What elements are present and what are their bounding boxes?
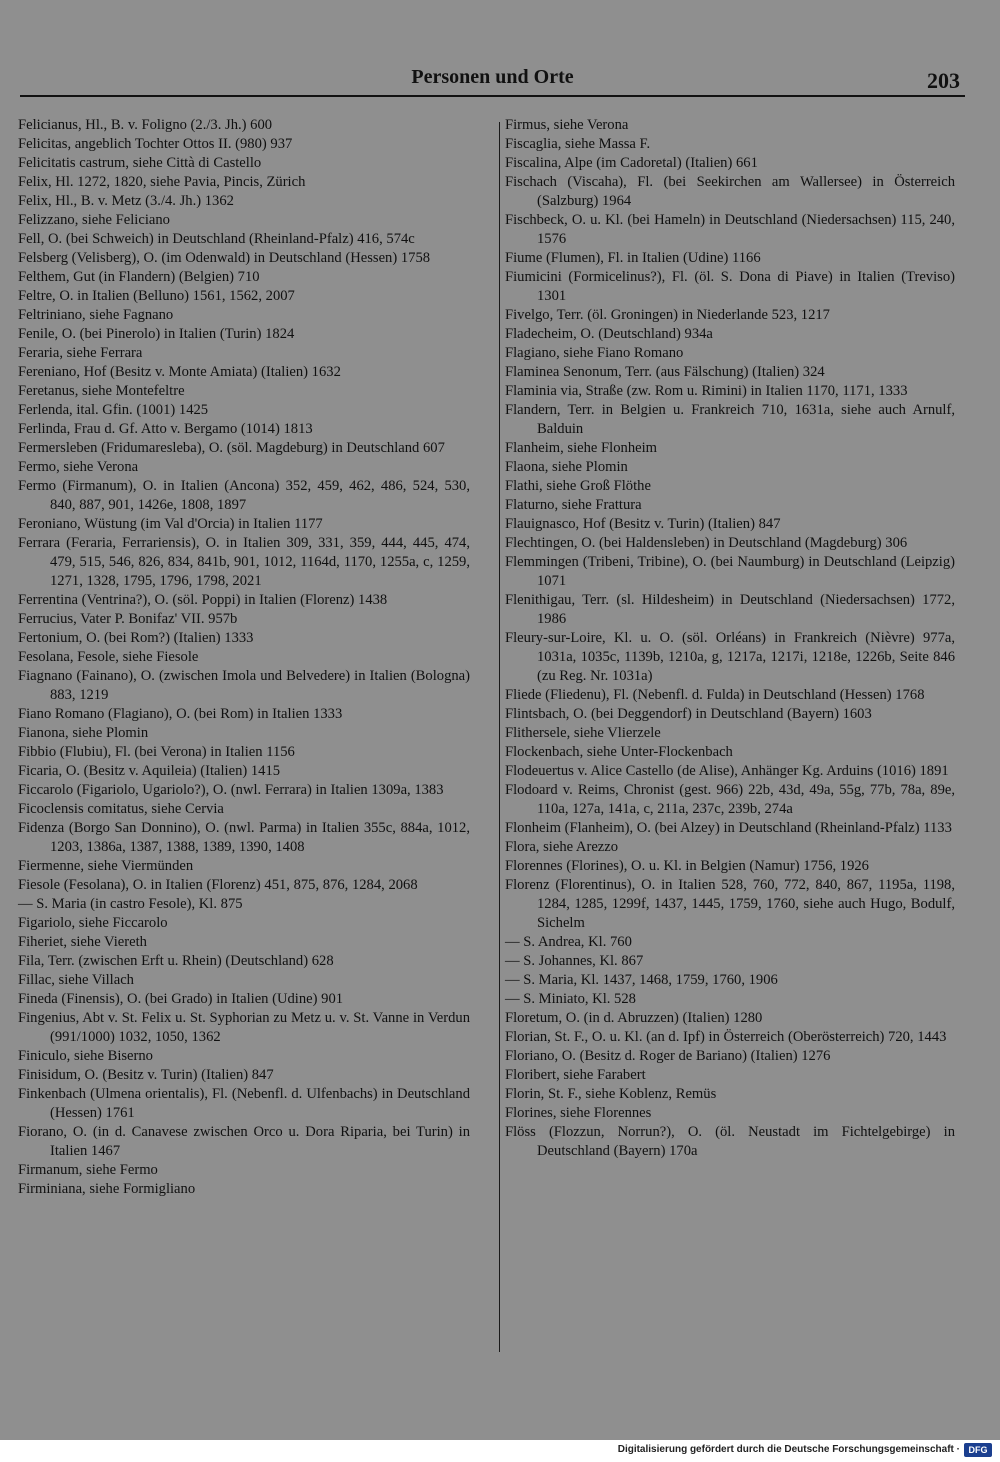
index-entry: Firmanum, siehe Fermo [18,1162,158,1178]
index-entry: Flaona, siehe Plomin [505,459,628,475]
index-entry: Felicianus, Hl., B. v. Foligno (2./3. Jh.) 600 [18,117,273,133]
running-header [20,58,965,98]
index-entry: Ferlenda, ital. Gfin. (1001) 1425 [18,402,209,418]
index-entry: Fertonium, O. (bei Rom?) (Italien) 1333 [18,630,254,646]
index-entry: — S. Maria (in castro Fesole), Kl. 875 [18,896,243,912]
index-entry: Figariolo, siehe Ficcarolo [18,915,168,931]
index-entry: Flöss (Flozzun, Norrun?), O. (öl. Neustadt im Fichtelgebirge) in Deutschland (Bayern) 170a [505,1124,955,1159]
index-entry: Flemmingen (Tribeni, Tribine), O. (bei Naumburg) in Deutschland (Leipzig) 1071 [505,554,955,589]
page-title: Personen und Orte [411,66,574,88]
index-entry: Flithersele, siehe Vlierzele [505,725,661,741]
index-entry: Feraria, siehe Ferrara [18,345,143,361]
index-entry: Florin, St. F., siehe Koblenz, Remüs [505,1086,717,1102]
index-entry: Ferlinda, Frau d. Gf. Atto v. Bergamo (1014) 1813 [18,421,313,437]
index-entry: Felicitatis castrum, siehe Città di Castello [18,155,262,171]
index-entry: Flodoard v. Reims, Chronist (gest. 966) 22b, 43d, 49a, 55g, 77b, 78a, 89e, 110a, 127a, 141a, c, 211a, 237c, 239b, 274a [505,782,955,817]
index-entry: Firmus, siehe Verona [505,117,629,133]
index-entry: Fibbio (Flubiu), Fl. (bei Verona) in Italien 1156 [18,744,295,760]
index-entry: Fell, O. (bei Schweich) in Deutschland (Rheinland-Pfalz) 416, 574c [18,231,415,247]
index-entry: — S. Miniato, Kl. 528 [505,991,636,1007]
index-entry: Flora, siehe Arezzo [505,839,619,855]
index-entry: Feroniano, Wüstung (im Val d'Orcia) in Italien 1177 [18,516,323,532]
dfg-logo: DFG [964,1443,992,1457]
index-entry: Felizzano, siehe Feliciano [18,212,170,228]
index-entry: Fischach (Viscaha), Fl. (bei Seekirchen am Wallersee) in Österreich (Salzburg) 1964 [505,174,955,209]
index-entry: Felix, Hl. 1272, 1820, siehe Pavia, Pincis, Zürich [18,174,306,190]
index-entry: Flaminea Senonum, Terr. (aus Fälschung) (Italien) 324 [505,364,825,380]
index-entry: Floribert, siehe Farabert [505,1067,646,1083]
index-entry: Flandern, Terr. in Belgien u. Frankreich 710, 1631a, siehe auch Arnulf, Balduin [505,402,955,437]
index-entry: Fliede (Fliedenu), Fl. (Nebenfl. d. Fulda) in Deutschland (Hessen) 1768 [505,687,925,703]
index-entry: Fidenza (Borgo San Donnino), O. (nwl. Parma) in Italien 355c, 884a, 1012, 1203, 1386a, 1387, 1388, 1389, 1390, 1408 [18,820,470,855]
index-entry: Fingenius, Abt v. St. Felix u. St. Syphorian zu Metz u. v. St. Vanne in Verdun (991/1000) 1032, 1050, 1362 [18,1010,470,1045]
index-entry: Fillac, siehe Villach [18,972,134,988]
index-entry: Fermo (Firmanum), O. in Italien (Ancona) 352, 459, 462, 486, 524, 530, 840, 887, 901, 1426e, 1808, 1897 [18,478,470,513]
index-entry: — S. Andrea, Kl. 760 [505,934,632,950]
index-entry: Florian, St. F., O. u. Kl. (an d. Ipf) in Österreich (Oberösterreich) 720, 1443 [505,1029,947,1045]
index-entry: Fivelgo, Terr. (öl. Groningen) in Niederlande 523, 1217 [505,307,830,323]
index-entry: Fereniano, Hof (Besitz v. Monte Amiata) (Italien) 1632 [18,364,341,380]
index-entry: Ficaria, O. (Besitz v. Aquileia) (Italien) 1415 [18,763,281,779]
index-entry: Fila, Terr. (zwischen Erft u. Rhein) (Deutschland) 628 [18,953,334,969]
index-entry: Ferrucius, Vater P. Bonifaz' VII. 957b [18,611,238,627]
page-number: 203 [927,68,960,93]
index-entry: Fiano Romano (Flagiano), O. (bei Rom) in Italien 1333 [18,706,343,722]
index-entry: Fiheriet, siehe Viereth [18,934,147,950]
index-entry: Fleury-sur-Loire, Kl. u. O. (söl. Orléans) in Frankreich (Nièvre) 977a, 1031a, 1035c, 1139b, 1210a, g, 1217a, 1217i, 1218e, 1226b, Seite 846 (zu Reg. Nr. 1031a) [505,630,955,684]
index-entry: Fiscalina, Alpe (im Cadoretal) (Italien) 661 [505,155,758,171]
index-entry: Felix, Hl., B. v. Metz (3./4. Jh.) 1362 [18,193,234,209]
index-entry: Fiagnano (Fainano), O. (zwischen Imola und Belvedere) in Italien (Bologna) 883, 1219 [18,668,470,703]
index-entry: Florenz (Florentinus), O. in Italien 528, 760, 772, 840, 867, 1195a, 1198, 1284, 1285, 1299f, 1437, 1445, 1759, 1760, siehe auch Hugo, Bodulf, Sichelm [505,877,955,931]
index-entry: Finkenbach (Ulmena orientalis), Fl. (Nebenfl. d. Ulfenbachs) in Deutschland (Hessen) 1761 [18,1086,470,1121]
index-entry: Fermo, siehe Verona [18,459,139,475]
index-entry: Flenithigau, Terr. (sl. Hildesheim) in Deutschland (Niedersachsen) 1772, 1986 [505,592,955,627]
index-entry: Finiculo, siehe Biserno [18,1048,153,1064]
index-entry: Ficoclensis comitatus, siehe Cervia [18,801,224,817]
index-entry: Fiscaglia, siehe Massa F. [505,136,651,152]
index-entry: Florennes (Florines), O. u. Kl. in Belgien (Namur) 1756, 1926 [505,858,869,874]
index-entry: Flathi, siehe Groß Flöthe [505,478,651,494]
index-entry: Flanheim, siehe Flonheim [505,440,658,456]
index-entry: Flodeuertus v. Alice Castello (de Alise), Anhänger Kg. Arduins (1016) 1891 [505,763,949,779]
index-entry: Fiermenne, siehe Viermünden [18,858,194,874]
index-entry: Flaturno, siehe Frattura [505,497,642,513]
index-entry: Ferrara (Feraria, Ferrariensis), O. in Italien 309, 331, 359, 444, 445, 474, 479, 515, 546, 826, 834, 841b, 901, 1012, 1164d, 1170, 1255a, c, 1259, 1271, 1328, 1795, 1796, 1798, 2021 [18,535,470,589]
index-entry: Firminiana, siehe Formigliano [18,1181,196,1197]
index-entry: Fineda (Finensis), O. (bei Grado) in Italien (Udine) 901 [18,991,344,1007]
index-entry: Flagiano, siehe Fiano Romano [505,345,684,361]
index-entry: Feltre, O. in Italien (Belluno) 1561, 1562, 2007 [18,288,295,304]
index-entry: Flintsbach, O. (bei Deggendorf) in Deutschland (Bayern) 1603 [505,706,872,722]
index-entry: Flonheim (Flanheim), O. (bei Alzey) in Deutschland (Rheinland-Pfalz) 1133 [505,820,952,836]
index-entry: Fiesole (Fesolana), O. in Italien (Florenz) 451, 875, 876, 1284, 2068 [18,877,418,893]
index-entry: Flauignasco, Hof (Besitz v. Turin) (Italien) 847 [505,516,781,532]
index-entry: Fischbeck, O. u. Kl. (bei Hameln) in Deutschland (Niedersachsen) 115, 240, 1576 [505,212,955,247]
index-entry: Flockenbach, siehe Unter-Flockenbach [505,744,733,760]
index-entry: Ferrentina (Ventrina?), O. (söl. Poppi) in Italien (Florenz) 1438 [18,592,388,608]
funding-credit: Digitalisierung gefördert durch die Deutsche Forschungsgemeinschaft · [617,1444,960,1455]
column-divider [499,122,500,1352]
index-entry: Felsberg (Velisberg), O. (im Odenwald) in Deutschland (Hessen) 1758 [18,250,431,266]
index-entry: Fiorano, O. (in d. Canavese zwischen Orco u. Dora Riparia, bei Turin) in Italien 1467 [18,1124,470,1159]
index-entry: Fiumicini (Formicelinus?), Fl. (öl. S. Dona di Piave) in Italien (Treviso) 1301 [505,269,955,304]
index-column-left [18,116,470,1199]
index-entry: Fermersleben (Fridumaresleba), O. (söl. Magdeburg) in Deutschland 607 [18,440,445,456]
footer-bar [0,1440,1000,1462]
index-entry: Flechtingen, O. (bei Haldensleben) in Deutschland (Magdeburg) 306 [505,535,908,551]
index-entry: — S. Maria, Kl. 1437, 1468, 1759, 1760, 1906 [505,972,778,988]
index-entry: Fiume (Flumen), Fl. in Italien (Udine) 1166 [505,250,761,266]
index-entry: Feltriniano, siehe Fagnano [18,307,174,323]
index-entry: Fianona, siehe Plomin [18,725,149,741]
index-column-right [505,116,955,1161]
index-entry: Ficcarolo (Figariolo, Ugariolo?), O. (nwl. Ferrara) in Italien 1309a, 1383 [18,782,444,798]
index-entry: Felthem, Gut (in Flandern) (Belgien) 710 [18,269,260,285]
index-entry: — S. Johannes, Kl. 867 [505,953,644,969]
header-rule [20,95,965,97]
index-entry: Fenile, O. (bei Pinerolo) in Italien (Turin) 1824 [18,326,295,342]
index-entry: Floretum, O. (in d. Abruzzen) (Italien) 1280 [505,1010,763,1026]
index-entry: Finisidum, O. (Besitz v. Turin) (Italien) 847 [18,1067,274,1083]
index-entry: Fesolana, Fesole, siehe Fiesole [18,649,199,665]
index-entry: Floriano, O. (Besitz d. Roger de Bariano) (Italien) 1276 [505,1048,831,1064]
index-entry: Felicitas, angeblich Tochter Ottos II. (980) 937 [18,136,293,152]
index-entry: Feretanus, siehe Montefeltre [18,383,185,399]
index-entry: Fladecheim, O. (Deutschland) 934a [505,326,713,342]
index-entry: Flaminia via, Straße (zw. Rom u. Rimini) in Italien 1170, 1171, 1333 [505,383,908,399]
index-entry: Florines, siehe Florennes [505,1105,652,1121]
